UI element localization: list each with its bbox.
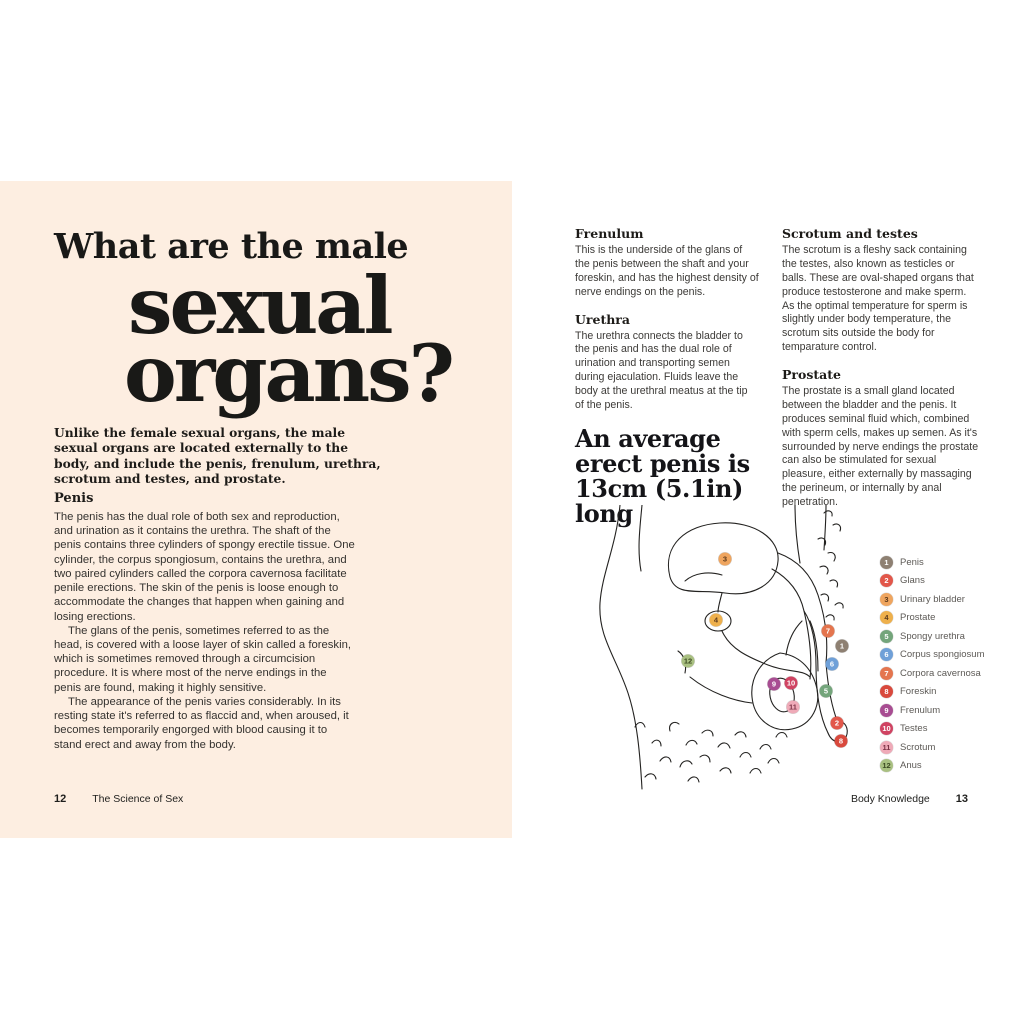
legend-item xyxy=(880,609,985,628)
legend-marker: 10 xyxy=(880,722,893,735)
left-page xyxy=(0,181,512,838)
legend-label: Corpora cavernosa xyxy=(900,667,981,679)
penis-section-heading: Penis xyxy=(54,491,94,506)
legend-label: Penis xyxy=(900,556,924,568)
diagram-marker-1: 1 xyxy=(836,640,849,653)
perineum-line xyxy=(690,677,752,703)
diagram-marker-5: 5 xyxy=(820,685,833,698)
legend-label: Urinary bladder xyxy=(900,593,965,605)
legend-item xyxy=(880,720,985,739)
legend-label: Testes xyxy=(900,723,928,735)
legend-marker: 1 xyxy=(880,556,893,569)
title-line-3: organs? xyxy=(124,326,452,420)
prostate-section xyxy=(782,367,980,510)
frenulum-body: This is the underside of the glans of the penis between the shaft and your foreskin, and has the highest density of nerve endings on the penis. xyxy=(575,244,759,298)
legend-item xyxy=(880,683,985,702)
pull-quote-line: erect penis is xyxy=(575,448,750,478)
right-page-footer xyxy=(851,793,968,805)
legend-marker: 3 xyxy=(880,593,893,606)
penis-section-body xyxy=(54,510,356,752)
intro-paragraph: Unlike the female sexual organs, the male sexual organs are located externally to the body, and include the penis, frenulum, urethra, scrotum and testes, and prostate. xyxy=(54,425,381,487)
torso-inner-line xyxy=(795,505,800,563)
frenulum-heading: Frenulum xyxy=(575,226,644,241)
body-paragraph: The appearance of the penis varies considerably. In its resting state it's referred to as flaccid and, when aroused, it becomes temporarily engorged with blood causing it to stand erect and away from the body. xyxy=(54,695,349,751)
legend-label: Scrotum xyxy=(900,741,936,753)
right-page xyxy=(512,181,1024,838)
pull-quote-line: An average xyxy=(575,423,721,453)
diagram-marker-6: 6 xyxy=(826,658,839,671)
bladder-inner-line xyxy=(685,573,722,581)
right-column-1 xyxy=(575,226,759,527)
anatomy-line-art xyxy=(590,505,875,795)
urethra-section xyxy=(575,312,759,413)
diagram-marker-8: 8 xyxy=(835,735,848,748)
title-line-1: What are the male xyxy=(54,226,409,267)
body-paragraph: The glans of the penis, sometimes referred to as the head, is covered with a loose layer of skin called a foreskin, which is sometimes removed through a circumcision procedure. It is where most of the nerve endings in the penis are found, making it highly sensitive. xyxy=(54,624,352,694)
body-paragraph: The penis has the dual role of both sex and reproduction, and urination as it contains the urethra. The shaft of the penis contains three cylinders of spongy erectile tissue. One cylinder, the corpus spongiosum, contains the urethra, and two paired cylinders called the corpora cavernosa facilitate penile erections. The skin of the penis is loose enough to accommodate the changes that happen when gaining and losing erections. xyxy=(54,511,355,623)
legend-item xyxy=(880,664,985,683)
scrotum-testes-body: The scrotum is a fleshy sack containing the testes, also known as testicles or balls. These are oval-shaped organs that produce testosterone and make sperm. As the optimal temperature for sperm is slightly under body temperature, the scrotum sits outside the body for temparature control. xyxy=(782,244,974,354)
urethra-line xyxy=(722,631,810,677)
legend-item xyxy=(880,757,985,776)
legend-marker: 2 xyxy=(880,574,893,587)
diagram-marker-10: 10 xyxy=(785,677,798,690)
left-page-footer xyxy=(54,793,183,805)
legend-label: Prostate xyxy=(900,612,936,624)
legend-item xyxy=(880,553,985,572)
frenulum-section xyxy=(575,226,759,300)
legend-item xyxy=(880,590,985,609)
inner-left-line xyxy=(639,505,642,571)
legend-item xyxy=(880,627,985,646)
legend-label: Glans xyxy=(900,575,925,587)
urethra-heading: Urethra xyxy=(575,311,630,327)
diagram-marker-4: 4 xyxy=(710,614,723,627)
section-title: Body Knowledge xyxy=(850,793,930,805)
urethra-body: The urethra connects the bladder to the penis and has the dual role of urination and transporting semen during ejaculation. Fluids leave the body at the urethral meatus at the tip of the penis. xyxy=(575,329,748,411)
right-column-2 xyxy=(782,226,980,522)
scrotum-testes-heading: Scrotum and testes xyxy=(782,226,918,241)
diagram-marker-7: 7 xyxy=(822,625,835,638)
prostate-heading: Prostate xyxy=(782,367,841,382)
bladder-prostate-line xyxy=(718,593,722,612)
legend-marker: 11 xyxy=(880,741,893,754)
anatomy-diagram xyxy=(590,505,875,795)
legend-label: Spongy urethra xyxy=(900,630,965,642)
diagram-marker-12: 12 xyxy=(682,655,695,668)
legend-item xyxy=(880,646,985,665)
buttock-outline xyxy=(600,505,642,789)
legend-marker: 7 xyxy=(880,667,893,680)
diagram-marker-2: 2 xyxy=(831,717,844,730)
title-line-2: sexual xyxy=(128,258,391,352)
legend-marker: 6 xyxy=(880,648,893,661)
scrotum-testes-section xyxy=(782,226,980,355)
page-number: 12 xyxy=(54,793,67,805)
pull-quote-line: 13cm (5.1in) long xyxy=(575,473,743,528)
vas-deferens-line xyxy=(778,553,827,663)
legend-item xyxy=(880,738,985,757)
legend-label: Frenulum xyxy=(900,704,941,716)
page-title xyxy=(54,226,452,420)
legend-marker: 12 xyxy=(880,759,893,772)
diagram-marker-9: 9 xyxy=(768,678,781,691)
diagram-legend xyxy=(880,553,985,775)
diagram-marker-11: 11 xyxy=(787,701,800,714)
vas-deferens-line xyxy=(772,569,811,679)
legend-marker: 5 xyxy=(880,630,893,643)
book-title: The Science of Sex xyxy=(92,793,184,805)
legend-label: Foreskin xyxy=(900,686,937,698)
page-number: 13 xyxy=(955,793,968,805)
legend-label: Anus xyxy=(900,760,922,772)
legend-label: Corpus spongiosum xyxy=(900,649,985,661)
legend-marker: 9 xyxy=(880,704,893,717)
spermatic-cord-line xyxy=(786,621,802,655)
hair-squiggles xyxy=(818,511,843,620)
legend-item xyxy=(880,701,985,720)
hair-squiggles xyxy=(635,722,787,782)
diagram-marker-3: 3 xyxy=(719,553,732,566)
legend-marker: 4 xyxy=(880,611,893,624)
legend-item xyxy=(880,572,985,591)
legend-marker: 8 xyxy=(880,685,893,698)
prostate-body: The prostate is a small gland located between the bladder and the penis. It produces seminal fluid which, combined with sperm cells, makes up semen. As it's surrounded by nerve endings the prostate can also be stimulated for sexual pleasure, either externally by massaging the perineum, or internally by anal penetration. xyxy=(782,385,979,508)
scrotum-outline xyxy=(752,653,818,730)
